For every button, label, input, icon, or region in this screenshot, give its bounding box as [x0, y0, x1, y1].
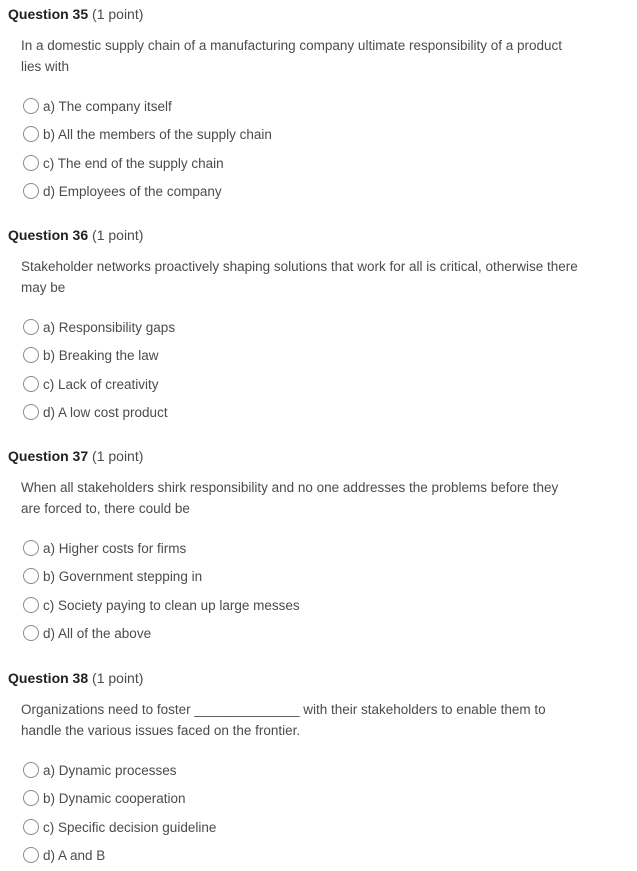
answer-option-label[interactable]: a) Responsibility gaps [43, 319, 176, 335]
question-text: In a domestic supply chain of a manufacturing company ultimate responsibility of a product lies with [21, 38, 563, 74]
question-header [8, 5, 143, 23]
answer-option-label[interactable]: b) Dynamic cooperation [43, 790, 186, 806]
answer-option-b[interactable] [21, 788, 186, 808]
radio-button[interactable] [23, 540, 39, 556]
question-points: (1 point) [92, 448, 144, 464]
question-text: Organizations need to foster ______________ with their stakeholders to enable them to handle the various issues faced on the frontier. [21, 702, 546, 738]
answer-option-c[interactable] [21, 595, 300, 615]
radio-button[interactable] [23, 98, 39, 114]
answer-option-a[interactable] [21, 317, 175, 337]
radio-button[interactable] [23, 376, 39, 392]
answer-option-c[interactable] [21, 374, 159, 394]
answer-option-label[interactable]: d) Employees of the company [43, 183, 222, 199]
answer-option-label[interactable]: d) A and B [43, 847, 106, 863]
answer-option-d[interactable] [21, 402, 168, 422]
question-number: Question 38 [8, 670, 89, 686]
answer-option-b[interactable] [21, 345, 159, 365]
answer-option-label[interactable]: a) Higher costs for firms [43, 540, 187, 556]
radio-button[interactable] [23, 597, 39, 613]
answer-option-c[interactable] [21, 153, 224, 173]
radio-button[interactable] [23, 183, 39, 199]
question-number: Question 37 [8, 448, 89, 464]
answer-option-b[interactable] [21, 124, 272, 144]
radio-button[interactable] [23, 568, 39, 584]
answer-option-a[interactable] [21, 96, 172, 116]
radio-button[interactable] [23, 404, 39, 420]
question-text: Stakeholder networks proactively shaping solutions that work for all is critical, otherwise there may be [21, 259, 578, 295]
radio-button[interactable] [23, 790, 39, 806]
question-points: (1 point) [92, 227, 144, 243]
radio-button[interactable] [23, 625, 39, 641]
question-points: (1 point) [92, 670, 144, 686]
question-header [8, 447, 143, 465]
question-header [8, 669, 143, 687]
question-points: (1 point) [92, 6, 144, 22]
question-number: Question 35 [8, 6, 89, 22]
question-number: Question 36 [8, 227, 89, 243]
answer-option-b[interactable] [21, 566, 202, 586]
answer-option-label[interactable]: b) Breaking the law [43, 347, 159, 363]
answer-option-label[interactable]: c) Society paying to clean up large messes [43, 597, 300, 613]
question-header [8, 226, 143, 244]
answer-option-d[interactable] [21, 181, 222, 201]
question-text: When all stakeholders shirk responsibility and no one addresses the problems before they are forced to, there could be [21, 480, 559, 516]
answer-option-c[interactable] [21, 817, 216, 837]
answer-option-label[interactable]: b) Government stepping in [43, 568, 203, 584]
answer-option-label[interactable]: c) Lack of creativity [43, 376, 159, 392]
answer-option-label[interactable]: c) Specific decision guideline [43, 819, 217, 835]
answer-option-d[interactable] [21, 623, 151, 643]
radio-button[interactable] [23, 155, 39, 171]
answer-option-label[interactable]: a) The company itself [43, 98, 172, 114]
radio-button[interactable] [23, 819, 39, 835]
answer-option-label[interactable]: b) All the members of the supply chain [43, 126, 272, 142]
answer-option-a[interactable] [21, 760, 177, 780]
answer-option-label[interactable]: c) The end of the supply chain [43, 155, 224, 171]
answer-option-a[interactable] [21, 538, 186, 558]
radio-button[interactable] [23, 347, 39, 363]
answer-option-label[interactable]: d) A low cost product [43, 404, 168, 420]
radio-button[interactable] [23, 319, 39, 335]
radio-button[interactable] [23, 847, 39, 863]
answer-option-d[interactable] [21, 845, 105, 865]
answer-option-label[interactable]: a) Dynamic processes [43, 762, 177, 778]
answer-option-label[interactable]: d) All of the above [43, 625, 152, 641]
radio-button[interactable] [23, 126, 39, 142]
radio-button[interactable] [23, 762, 39, 778]
